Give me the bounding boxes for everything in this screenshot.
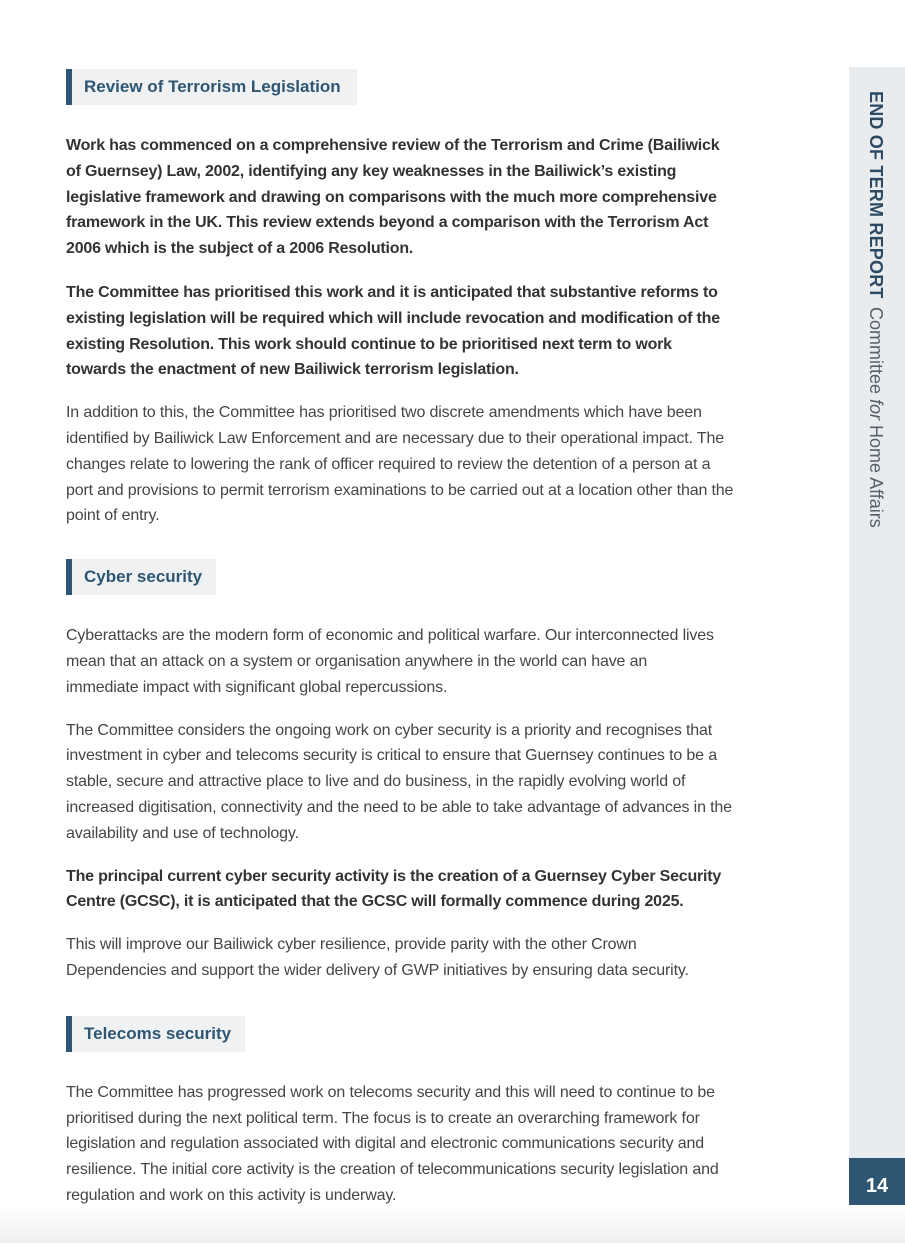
section-terrorism-legislation (66, 66, 742, 529)
page-bottom-shadow (0, 1205, 905, 1243)
section-cyber-security (66, 529, 742, 984)
paragraph: The Committee has prioritised this work and it is anticipated that substantive reforms to existing legislation will be required which will include revocation and modification of the existing Resolution. This work should continue to be prioritised next term to work towards the enactment of new Bailiwick terrorism legislation. (66, 283, 720, 379)
paragraph: The principal current cyber security activity is the creation of a Guernsey Cyber Security Centre (GCSC), it is anticipated that the GCSC will formally commence during 2025. (66, 867, 722, 911)
paragraph: This will improve our Bailiwick cyber resilience, provide parity with the other Crown Dependencies and support the wider delivery of GWP initiatives by ensuring data security. (66, 936, 689, 979)
section-heading: Cyber security (66, 559, 216, 595)
section-telecoms-security (66, 984, 742, 1209)
section-heading: Review of Terrorism Legislation (66, 69, 357, 105)
paragraph: The Committee considers the ongoing work on cyber security is a priority and recognises that investment in cyber and telecoms security is critical to ensure that Guernsey continues to be a stable, secure and attractive place to live and do business, in the rapidly evolving world of increased digitisation, connectivity and the need to be able to take advantage of advances in the availability and use of technology. (66, 721, 732, 842)
committee-suffix: Home Affairs (866, 419, 886, 528)
paragraph: Work has commenced on a comprehensive review of the Terrorism and Crime (Bailiwick of Guernsey) Law, 2002, identifying any key weaknesses in the Bailiwick’s existing legislative framework and drawing on comparisons with the much more comprehensive framework in the UK. This review extends beyond a comparison with the Terrorism Act 2006 which is the subject of a 2006 Resolution. (66, 137, 720, 258)
committee-prefix: Committee (866, 306, 886, 399)
sidebar-title (861, 91, 891, 527)
paragraph: The Committee has progressed work on telecoms security and this will need to continue to be prioritised during the next political term. The focus is to create an overarching framework for legislation and regulation associated with digital and electronic communications security and resilience. The initial core activity is the creation of telecommunications security legislation and regulation and work on this activity is underway. (66, 1083, 719, 1204)
report-sidebar (849, 67, 905, 1158)
page-number: 14 (849, 1158, 905, 1214)
paragraph: In addition to this, the Committee has prioritised two discrete amendments which have been identified by Bailiwick Law Enforcement and are necessary due to their operational impact. The changes relate to lowering the rank of officer required to review the detention of a person at a port and provisions to permit terrorism examinations to be carried out at a location other than the point of entry. (66, 404, 734, 525)
main-content (66, 66, 742, 1209)
report-title: END OF TERM REPORT (866, 91, 886, 299)
committee-name (866, 307, 886, 528)
paragraph: Cyberattacks are the modern form of economic and political warfare. Our interconnected lives mean that an attack on a system or organisation anywhere in the world can have an immediate impact with significant global repercussions. (66, 627, 714, 696)
section-heading: Telecoms security (66, 1016, 245, 1052)
committee-for: for (866, 398, 886, 420)
